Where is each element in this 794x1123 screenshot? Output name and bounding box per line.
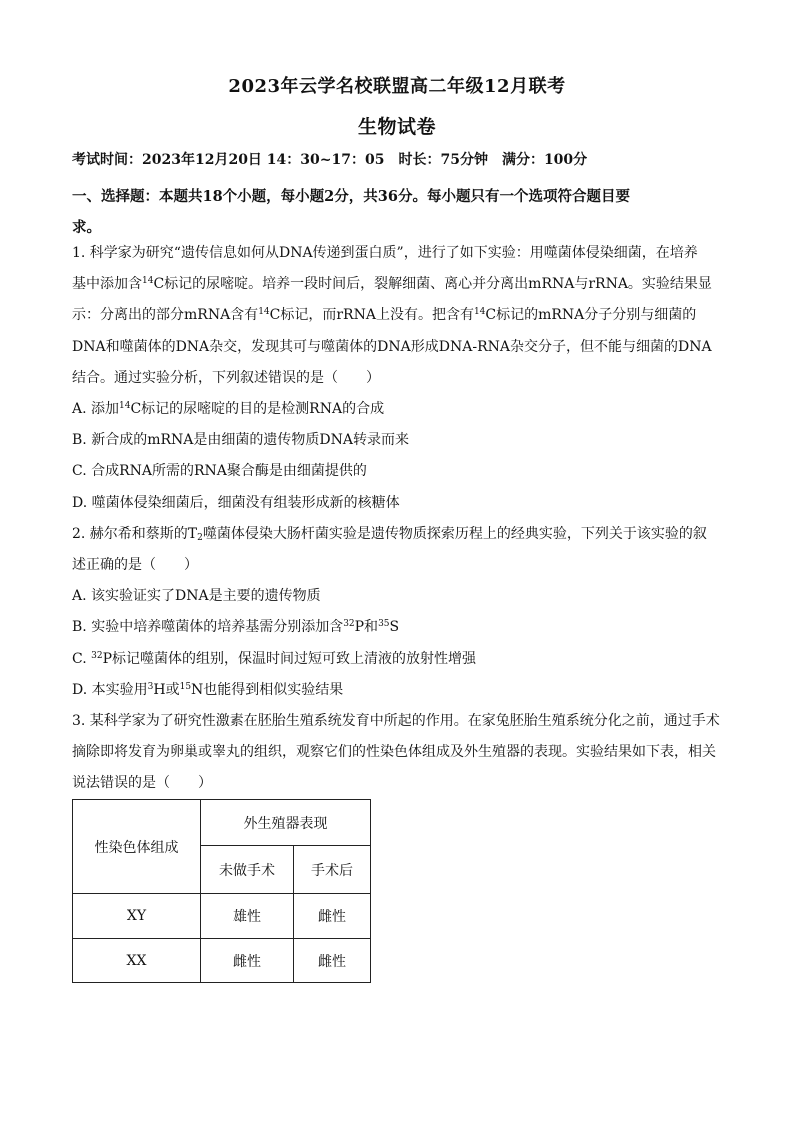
- table-cell-group: XX: [73, 939, 201, 983]
- q3-line1: 3. 某科学家为了研究性激素在胚胎生殖系统发育中所起的作用。在家兔胚胎生殖系统分化之前，通过手术: [72, 713, 720, 729]
- exam-title: 2023年云学名校联盟高二年级12月联考: [228, 76, 566, 97]
- q1-option-c: C. 合成RNA所需的RNA聚合酶是由细菌提供的: [72, 463, 367, 479]
- table-header-group: 性染色体组成: [73, 800, 201, 894]
- q2-line2: 述正确的是（ ）: [72, 557, 198, 573]
- table-subheader-before: 未做手术: [201, 846, 294, 894]
- q2-line1: 2. 赫尔希和蔡斯的$T_2$噬菌体侵染大肠杆菌实验是遗传物质探索历程上的经典实验，下列关于该实验的叙: [72, 526, 707, 543]
- table-subheader-after: 手术后: [294, 846, 371, 894]
- table-cell-before: 雌性: [201, 939, 294, 983]
- table-cell-after: 雌性: [294, 894, 371, 939]
- table-cell-before: 雄性: [201, 894, 294, 939]
- q3-line3: 说法错误的是（ ）: [72, 775, 212, 791]
- table-cell-after: 雌性: [294, 939, 371, 983]
- q1-line1: 1. 科学家为研究“遗传信息如何从DNA传递到蛋白质”，进行了如下实验：用噬菌体侵染细菌，在培养: [72, 245, 698, 261]
- exam-subject: 生物试卷: [357, 116, 436, 138]
- section-heading-line2: 求。: [72, 219, 101, 236]
- table-row: [73, 939, 371, 983]
- table-header-phenotype: 外生殖器表现: [201, 800, 371, 846]
- q2-option-b: B. 实验中培养噬菌体的培养基需分别添加含$^{32}$P和$^{35}$S: [72, 619, 400, 635]
- section-heading: [72, 181, 722, 243]
- q1-line5: 结合。通过实验分析，下列叙述错误的是（ ）: [72, 370, 380, 386]
- q1-line4: DNA和噬菌体的DNA杂交，发现其可与噬菌体的DNA形成DNA-RNA杂交分子，但不能与细菌的DNA: [72, 339, 712, 355]
- q1-option-d: D. 噬菌体侵染细菌后，细菌没有组装形成新的核糖体: [72, 495, 400, 511]
- q1-option-a: A. 添加$^{14}$C标记的尿嘧啶的目的是检测RNA的合成: [72, 401, 385, 417]
- table-row: [73, 894, 371, 939]
- q3-line2: 摘除即将发育为卵巢或睾丸的组织，观察它们的性染色体组成及外生殖器的表现。实验结果如下表，相关: [72, 744, 716, 760]
- q1-line2: 基中添加含$^{14}$C标记的尿嘧啶。培养一段时间后，裂解细菌、离心并分离出mRNA与rRNA。实验结果显: [72, 276, 712, 292]
- q2-option-a: A. 该实验证实了DNA是主要的遗传物质: [72, 588, 321, 604]
- q1-line3: 示：分离出的部分mRNA含有$^{14}$C标记，而rRNA上没有。把含有$^{14}$C标记的mRNA分子分别与细菌的: [72, 307, 697, 323]
- experiment-table: [72, 799, 371, 983]
- q2-option-d: D. 本实验用$^3$H或$^{15}$N也能得到相似实验结果: [72, 682, 344, 698]
- q1-option-b: B. 新合成的mRNA是由细菌的遗传物质DNA转录而来: [72, 432, 409, 448]
- table-cell-group: XY: [73, 894, 201, 939]
- q2-option-c: C. $^{32}$P标记噬菌体的组别，保温时间过短可致上清液的放射性增强: [72, 651, 476, 667]
- exam-meta: 考试时间：2023年12月20日 14：30~17：05 时长：75分钟 满分：100分: [72, 152, 588, 168]
- section-heading-line1: 一、选择题：本题共18个小题，每小题2分，共36分。每小题只有一个选项符合题目要: [72, 188, 630, 205]
